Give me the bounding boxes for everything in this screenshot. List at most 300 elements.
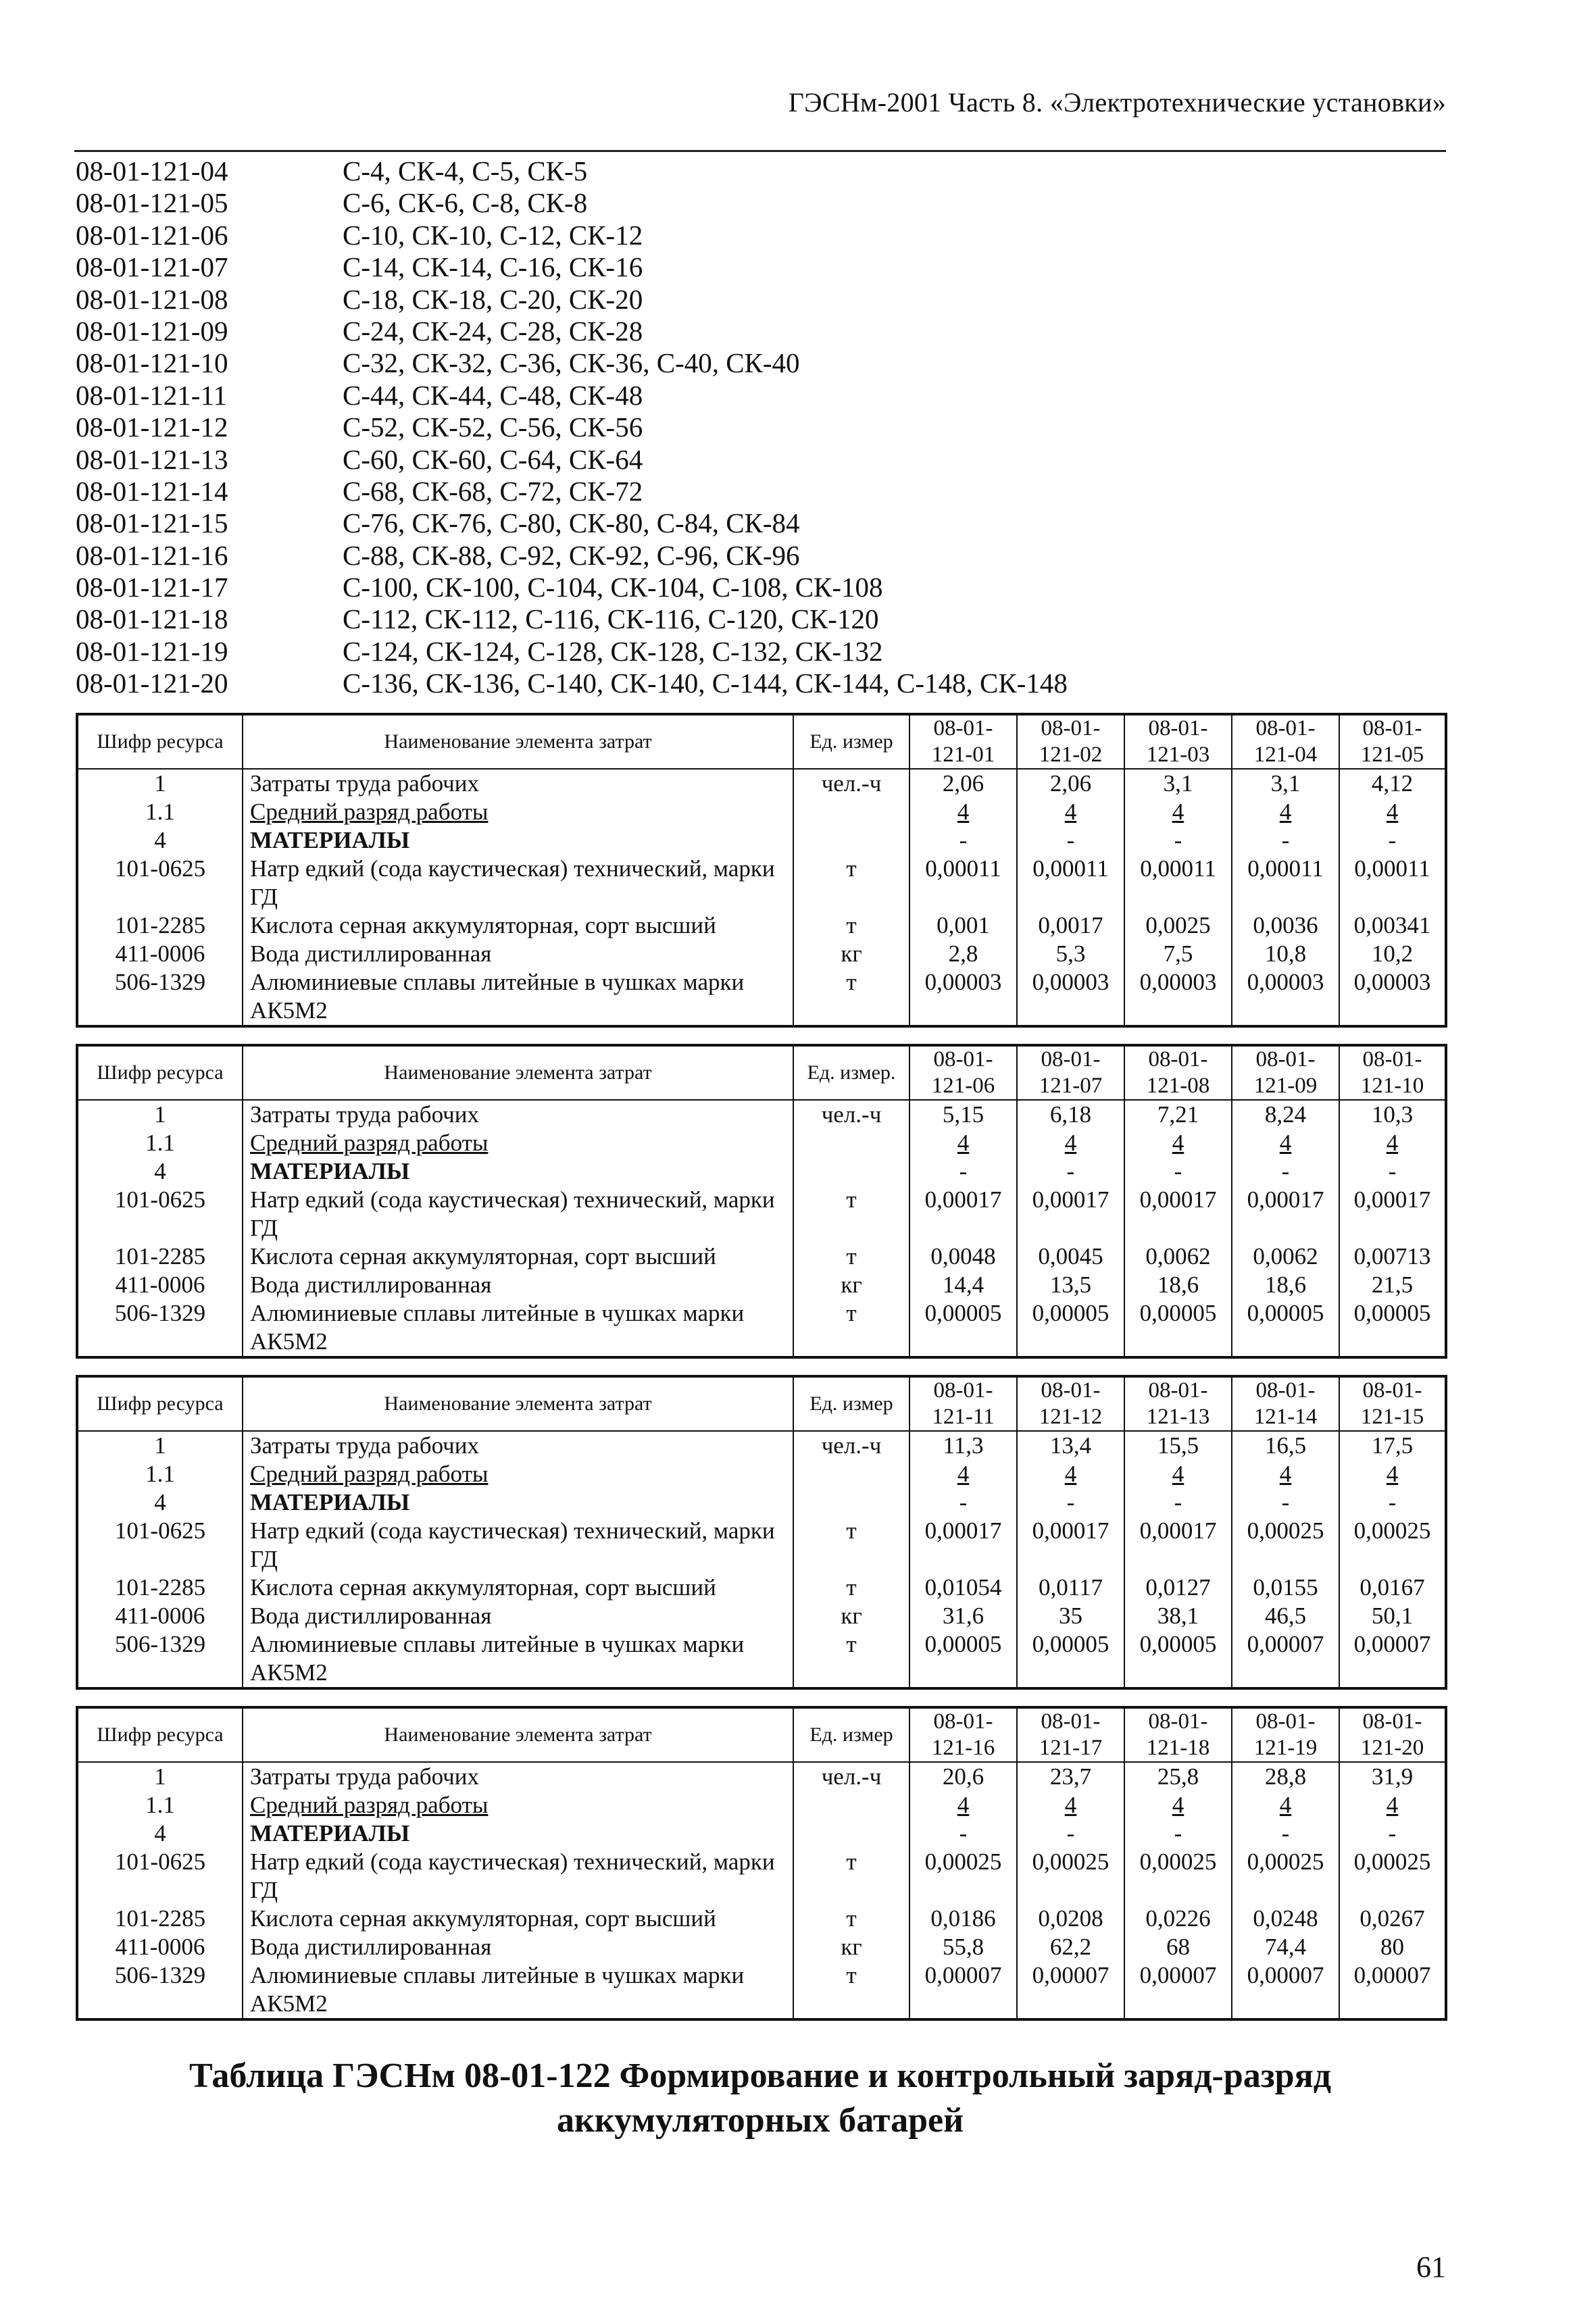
battery-types: С-6, СК-6, С-8, СК-8 — [343, 187, 588, 219]
norm-code: 08-01-121-20 — [76, 668, 228, 699]
unit-of-measure: кг — [793, 940, 909, 968]
norm-value: 4 — [1124, 1791, 1232, 1819]
resource-code: 101-2285 — [77, 1574, 243, 1602]
cost-element-name: Вода дистиллированная — [243, 1933, 793, 1961]
table-header-row — [77, 1707, 1446, 1762]
header-cost-element: Наименование элемента затрат — [243, 1707, 793, 1762]
header-norm-code: 08-01-121-04 — [1232, 714, 1339, 769]
header-rule — [74, 150, 1446, 152]
norm-value: - — [1339, 1488, 1446, 1517]
cost-element-name: Вода дистиллированная — [243, 940, 793, 968]
norm-value: 0,00025 — [1232, 1517, 1339, 1574]
code-list-item — [76, 572, 1068, 603]
table-row — [77, 1242, 1446, 1271]
norm-value: 74,4 — [1232, 1933, 1339, 1961]
header-cost-element: Наименование элемента затрат — [243, 714, 793, 769]
norm-value: 2,8 — [909, 940, 1017, 968]
norm-value: 0,00003 — [909, 968, 1017, 1026]
norm-value: 4,12 — [1339, 769, 1446, 798]
resource-code: 101-2285 — [77, 1242, 243, 1271]
norm-value: 10,2 — [1339, 940, 1446, 968]
unit-of-measure: чел.-ч — [793, 1100, 909, 1129]
battery-types: С-24, СК-24, С-28, СК-28 — [343, 315, 643, 347]
norm-value: - — [1339, 1157, 1446, 1186]
table-row — [77, 1157, 1446, 1186]
resource-code: 411-0006 — [77, 1271, 243, 1299]
code-list-item — [76, 155, 1068, 187]
norm-value: 7,5 — [1124, 940, 1232, 968]
unit-of-measure: т — [793, 1630, 909, 1688]
norm-value: 23,7 — [1017, 1762, 1124, 1791]
norm-value: 0,00025 — [1339, 1848, 1446, 1905]
norm-value: 0,0045 — [1017, 1242, 1124, 1271]
norm-value: - — [909, 826, 1017, 855]
battery-types: С-136, СК-136, С-140, СК-140, С-144, СК-144, С-148, СК-148 — [343, 668, 1068, 699]
table-row — [77, 1129, 1446, 1157]
unit-of-measure — [793, 1819, 909, 1848]
battery-types: С-112, СК-112, С-116, СК-116, С-120, СК-120 — [343, 603, 879, 635]
norm-value: 2,06 — [1017, 769, 1124, 798]
norm-value: 0,0208 — [1017, 1905, 1124, 1933]
table-header-row — [77, 714, 1446, 769]
norm-value: 0,00017 — [1017, 1186, 1124, 1242]
header-norm-code: 08-01-121-09 — [1232, 1045, 1339, 1100]
norm-value: 4 — [1124, 1460, 1232, 1488]
code-list-item — [76, 476, 1068, 507]
norm-value: 0,00025 — [1124, 1848, 1232, 1905]
norm-value: - — [1232, 1488, 1339, 1517]
norm-value: 10,3 — [1339, 1100, 1446, 1129]
table-row — [77, 1574, 1446, 1602]
header-norm-code: 08-01-121-07 — [1017, 1045, 1124, 1100]
cost-element-name: Кислота серная аккумуляторная, сорт высший — [243, 1242, 793, 1271]
norm-value: - — [1339, 826, 1446, 855]
norm-code: 08-01-121-15 — [76, 507, 228, 539]
code-list-item — [76, 316, 1068, 347]
unit-of-measure: т — [793, 1299, 909, 1357]
unit-of-measure: т — [793, 855, 909, 911]
norm-value: 0,00017 — [1339, 1186, 1446, 1242]
norm-value: 0,00005 — [909, 1299, 1017, 1357]
resource-code: 1.1 — [77, 1460, 243, 1488]
norm-value: 0,00341 — [1339, 911, 1446, 940]
table-row — [77, 1517, 1446, 1574]
battery-types: С-100, СК-100, С-104, СК-104, С-108, СК-108 — [343, 572, 883, 603]
battery-types: С-60, СК-60, С-64, СК-64 — [343, 443, 643, 475]
norm-value: 46,5 — [1232, 1602, 1339, 1630]
norm-code: 08-01-121-13 — [76, 443, 228, 475]
norm-value: 0,00003 — [1339, 968, 1446, 1026]
table-row — [77, 911, 1446, 940]
table-row — [77, 1630, 1446, 1688]
norm-value: 0,001 — [909, 911, 1017, 940]
norm-value: - — [1232, 1157, 1339, 1186]
norm-value: 4 — [1339, 1460, 1446, 1488]
table-row — [77, 1186, 1446, 1242]
code-list-item — [76, 411, 1068, 443]
norm-value: 0,0127 — [1124, 1574, 1232, 1602]
table-row — [77, 798, 1446, 826]
norm-value: 0,00007 — [1124, 1961, 1232, 2019]
resource-table — [76, 1375, 1447, 1690]
table-row — [77, 940, 1446, 968]
battery-types: С-124, СК-124, С-128, СК-128, С-132, СК-132 — [343, 635, 883, 667]
norm-value: - — [1124, 1488, 1232, 1517]
norm-value: 4 — [1232, 1791, 1339, 1819]
norm-value: 4 — [1339, 1791, 1446, 1819]
norm-value: 0,0186 — [909, 1905, 1017, 1933]
norm-value: 0,00025 — [1339, 1517, 1446, 1574]
norm-value: - — [1017, 1488, 1124, 1517]
norm-value: 0,00011 — [1339, 855, 1446, 911]
norm-value: 0,00713 — [1339, 1242, 1446, 1271]
norm-value: 4 — [1232, 798, 1339, 826]
resource-table — [76, 1044, 1447, 1359]
norm-value: 0,00011 — [1017, 855, 1124, 911]
norm-value: 0,00007 — [1232, 1630, 1339, 1688]
unit-of-measure — [793, 1791, 909, 1819]
resource-code: 1 — [77, 1762, 243, 1791]
norm-value: 0,00007 — [1017, 1961, 1124, 2019]
norm-value: - — [1017, 1157, 1124, 1186]
unit-of-measure: т — [793, 1186, 909, 1242]
norm-value: 62,2 — [1017, 1933, 1124, 1961]
norm-value: 20,6 — [909, 1762, 1017, 1791]
norm-value: - — [1232, 826, 1339, 855]
norm-value: 0,0117 — [1017, 1574, 1124, 1602]
battery-types: С-76, СК-76, С-80, СК-80, С-84, СК-84 — [343, 507, 800, 539]
header-unit: Ед. измер. — [793, 1045, 909, 1100]
norm-value: 0,00007 — [1339, 1630, 1446, 1688]
battery-types: С-32, СК-32, С-36, СК-36, С-40, СК-40 — [343, 347, 800, 379]
cost-element-name: Кислота серная аккумуляторная, сорт высший — [243, 1574, 793, 1602]
cost-element-name: Алюминиевые сплавы литейные в чушках марки АК5М2 — [243, 1630, 793, 1688]
code-list-item — [76, 603, 1068, 635]
table-header-row — [77, 1376, 1446, 1431]
norm-value: - — [909, 1819, 1017, 1848]
norm-value: 0,00017 — [1124, 1517, 1232, 1574]
norm-value: 4 — [1124, 1129, 1232, 1157]
table-row — [77, 1933, 1446, 1961]
cost-element-name: МАТЕРИАЛЫ — [243, 826, 793, 855]
header-cost-element: Наименование элемента затрат — [243, 1045, 793, 1100]
unit-of-measure: т — [793, 968, 909, 1026]
unit-of-measure: т — [793, 1848, 909, 1905]
norm-value: 25,8 — [1124, 1762, 1232, 1791]
unit-of-measure: т — [793, 1242, 909, 1271]
norm-value: 0,00017 — [909, 1186, 1017, 1242]
norm-value: - — [1339, 1819, 1446, 1848]
norm-code: 08-01-121-10 — [76, 347, 228, 379]
unit-of-measure: кг — [793, 1271, 909, 1299]
norm-value: 0,00003 — [1017, 968, 1124, 1026]
header-unit: Ед. измер — [793, 1707, 909, 1762]
code-list-item — [76, 668, 1068, 699]
cost-element-name: Алюминиевые сплавы литейные в чушках марки АК5М2 — [243, 1299, 793, 1357]
table-row — [77, 1100, 1446, 1129]
norm-value: 0,00011 — [909, 855, 1017, 911]
page-number: 61 — [1416, 2250, 1446, 2284]
norm-value: 0,00007 — [1339, 1961, 1446, 2019]
header-norm-code: 08-01-121-18 — [1124, 1707, 1232, 1762]
running-header: ГЭСНм-2001 Часть 8. «Электротехнические установки» — [788, 87, 1446, 118]
norm-value: - — [909, 1488, 1017, 1517]
norm-value: 4 — [1339, 1129, 1446, 1157]
resource-code: 1 — [77, 1100, 243, 1129]
norm-value: 0,0248 — [1232, 1905, 1339, 1933]
resource-code: 101-2285 — [77, 1905, 243, 1933]
code-list-item — [76, 284, 1068, 316]
norm-value: 38,1 — [1124, 1602, 1232, 1630]
resource-code: 1.1 — [77, 1129, 243, 1157]
norm-value: 4 — [1232, 1129, 1339, 1157]
header-resource-code: Шифр ресурса — [77, 1707, 243, 1762]
norm-value: 68 — [1124, 1933, 1232, 1961]
resource-code: 1.1 — [77, 1791, 243, 1819]
norm-code: 08-01-121-19 — [76, 635, 228, 667]
cost-element-name: МАТЕРИАЛЫ — [243, 1819, 793, 1848]
norm-value: 0,0025 — [1124, 911, 1232, 940]
header-cost-element: Наименование элемента затрат — [243, 1376, 793, 1431]
header-norm-code: 08-01-121-13 — [1124, 1376, 1232, 1431]
unit-of-measure: кг — [793, 1933, 909, 1961]
norm-value: 5,3 — [1017, 940, 1124, 968]
norm-value: 0,00005 — [909, 1630, 1017, 1688]
norm-code: 08-01-121-07 — [76, 251, 228, 283]
norm-code: 08-01-121-14 — [76, 475, 228, 507]
norm-value: 0,00005 — [1124, 1299, 1232, 1357]
header-resource-code: Шифр ресурса — [77, 1376, 243, 1431]
battery-types: С-88, СК-88, С-92, СК-92, С-96, СК-96 — [343, 539, 800, 571]
norm-value: 17,5 — [1339, 1431, 1446, 1460]
norm-value: - — [1124, 1819, 1232, 1848]
resource-code: 411-0006 — [77, 940, 243, 968]
table-row — [77, 1488, 1446, 1517]
resource-code: 4 — [77, 1819, 243, 1848]
cost-element-name: Затраты труда рабочих — [243, 1762, 793, 1791]
resource-table — [76, 1706, 1447, 2021]
table-caption: Таблица ГЭСНм 08-01-122 Формирование и контрольный заряд-разряд аккумуляторных батарей — [189, 2057, 1332, 2140]
header-norm-code: 08-01-121-05 — [1339, 714, 1446, 769]
code-list-item — [76, 220, 1068, 251]
unit-of-measure: чел.-ч — [793, 1762, 909, 1791]
table-row — [77, 1848, 1446, 1905]
norm-code: 08-01-121-17 — [76, 572, 228, 603]
unit-of-measure: т — [793, 1905, 909, 1933]
norm-code: 08-01-121-08 — [76, 283, 228, 315]
norm-value: 8,24 — [1232, 1100, 1339, 1129]
norm-value: 11,3 — [909, 1431, 1017, 1460]
norm-value: 0,0226 — [1124, 1905, 1232, 1933]
norm-value: 0,0062 — [1124, 1242, 1232, 1271]
cost-element-name: Затраты труда рабочих — [243, 1100, 793, 1129]
norm-code: 08-01-121-04 — [76, 155, 228, 186]
resource-code: 506-1329 — [77, 1630, 243, 1688]
norm-value: 0,0062 — [1232, 1242, 1339, 1271]
unit-of-measure: т — [793, 1574, 909, 1602]
battery-types: С-52, СК-52, С-56, СК-56 — [343, 411, 643, 443]
unit-of-measure — [793, 1488, 909, 1517]
cost-element-name: МАТЕРИАЛЫ — [243, 1157, 793, 1186]
norm-value: 50,1 — [1339, 1602, 1446, 1630]
norm-value: 0,0048 — [909, 1242, 1017, 1271]
code-list-item — [76, 347, 1068, 379]
header-norm-code: 08-01-121-11 — [909, 1376, 1017, 1431]
battery-types: С-10, СК-10, С-12, СК-12 — [343, 219, 643, 251]
norm-value: 0,0017 — [1017, 911, 1124, 940]
header-resource-code: Шифр ресурса — [77, 714, 243, 769]
norm-code: 08-01-121-06 — [76, 219, 228, 251]
header-unit: Ед. измер — [793, 714, 909, 769]
cost-element-name: Средний разряд работы — [243, 1460, 793, 1488]
resource-code: 4 — [77, 1157, 243, 1186]
norm-value: 4 — [1124, 798, 1232, 826]
resource-code: 101-0625 — [77, 1848, 243, 1905]
norm-value: 0,0167 — [1339, 1574, 1446, 1602]
norm-value: 0,00007 — [1232, 1961, 1339, 2019]
norm-value: 3,1 — [1124, 769, 1232, 798]
norm-value: 80 — [1339, 1933, 1446, 1961]
norm-code: 08-01-121-12 — [76, 411, 228, 443]
norm-value: 4 — [1017, 1460, 1124, 1488]
norm-value: 5,15 — [909, 1100, 1017, 1129]
cost-element-name: Кислота серная аккумуляторная, сорт высший — [243, 911, 793, 940]
battery-types: С-18, СК-18, С-20, СК-20 — [343, 283, 643, 315]
header-norm-code: 08-01-121-14 — [1232, 1376, 1339, 1431]
battery-types: С-14, СК-14, С-16, СК-16 — [343, 251, 643, 283]
resource-code: 411-0006 — [77, 1933, 243, 1961]
unit-of-measure — [793, 1129, 909, 1157]
header-resource-code: Шифр ресурса — [77, 1045, 243, 1100]
norm-value: 21,5 — [1339, 1271, 1446, 1299]
norm-code: 08-01-121-09 — [76, 315, 228, 347]
code-list-item — [76, 187, 1068, 219]
norm-value: 10,8 — [1232, 940, 1339, 968]
table-row — [77, 855, 1446, 911]
norm-value: 0,00005 — [1017, 1299, 1124, 1357]
code-list-item — [76, 444, 1068, 476]
unit-of-measure — [793, 826, 909, 855]
norm-value: 0,00017 — [909, 1517, 1017, 1574]
unit-of-measure: кг — [793, 1602, 909, 1630]
code-list-item — [76, 380, 1068, 411]
norm-value: 14,4 — [909, 1271, 1017, 1299]
cost-element-name: Натр едкий (сода каустическая) технический, марки ГД — [243, 1517, 793, 1574]
resource-code: 1 — [77, 769, 243, 798]
resource-code: 506-1329 — [77, 1961, 243, 2019]
norm-value: 0,00017 — [1232, 1186, 1339, 1242]
norm-code: 08-01-121-16 — [76, 539, 228, 571]
norm-value: 0,0036 — [1232, 911, 1339, 940]
table-row — [77, 1762, 1446, 1791]
norm-value: 28,8 — [1232, 1762, 1339, 1791]
norm-value: 7,21 — [1124, 1100, 1232, 1129]
cost-element-name: Средний разряд работы — [243, 1791, 793, 1819]
header-norm-code: 08-01-121-15 — [1339, 1376, 1446, 1431]
cost-element-name: Средний разряд работы — [243, 1129, 793, 1157]
resource-code: 101-0625 — [77, 1186, 243, 1242]
cost-element-name: Вода дистиллированная — [243, 1602, 793, 1630]
norm-value: 18,6 — [1232, 1271, 1339, 1299]
norm-value: 4 — [1232, 1460, 1339, 1488]
norm-value: 4 — [1017, 1129, 1124, 1157]
norm-value: 0,00017 — [1124, 1186, 1232, 1242]
resource-code: 1.1 — [77, 798, 243, 826]
header-norm-code: 08-01-121-01 — [909, 714, 1017, 769]
header-unit: Ед. измер — [793, 1376, 909, 1431]
table-row — [77, 1431, 1446, 1460]
header-norm-code: 08-01-121-03 — [1124, 714, 1232, 769]
norm-value: 2,06 — [909, 769, 1017, 798]
resource-code: 4 — [77, 826, 243, 855]
table-row — [77, 968, 1446, 1026]
table-row — [77, 1271, 1446, 1299]
cost-element-name: Алюминиевые сплавы литейные в чушках марки АК5М2 — [243, 968, 793, 1026]
table-row — [77, 1819, 1446, 1848]
resource-code: 101-0625 — [77, 1517, 243, 1574]
norm-value: 0,0267 — [1339, 1905, 1446, 1933]
norm-value: 0,00011 — [1232, 855, 1339, 911]
norm-value: 31,9 — [1339, 1762, 1446, 1791]
cost-element-name: Алюминиевые сплавы литейные в чушках марки АК5М2 — [243, 1961, 793, 2019]
norm-value: 4 — [909, 1460, 1017, 1488]
unit-of-measure: т — [793, 1517, 909, 1574]
norm-value: 35 — [1017, 1602, 1124, 1630]
cost-element-name: Вода дистиллированная — [243, 1271, 793, 1299]
resource-code: 101-2285 — [77, 911, 243, 940]
header-norm-code: 08-01-121-02 — [1017, 714, 1124, 769]
norm-code: 08-01-121-11 — [76, 379, 227, 411]
unit-of-measure: чел.-ч — [793, 769, 909, 798]
resource-code: 506-1329 — [77, 968, 243, 1026]
resource-code: 411-0006 — [77, 1602, 243, 1630]
norm-value: 13,5 — [1017, 1271, 1124, 1299]
cost-element-name: МАТЕРИАЛЫ — [243, 1488, 793, 1517]
cost-element-name: Натр едкий (сода каустическая) технический, марки ГД — [243, 855, 793, 911]
norm-value: - — [1232, 1819, 1339, 1848]
norm-value: 4 — [909, 798, 1017, 826]
resource-code: 506-1329 — [77, 1299, 243, 1357]
norm-value: - — [1124, 826, 1232, 855]
header-norm-code: 08-01-121-06 — [909, 1045, 1017, 1100]
norm-value: 13,4 — [1017, 1431, 1124, 1460]
norm-value: - — [1017, 826, 1124, 855]
header-norm-code: 08-01-121-12 — [1017, 1376, 1124, 1431]
header-norm-code: 08-01-121-20 — [1339, 1707, 1446, 1762]
norm-value: - — [1017, 1819, 1124, 1848]
table-row — [77, 1460, 1446, 1488]
norm-value: 0,00003 — [1232, 968, 1339, 1026]
norm-value: 0,0155 — [1232, 1574, 1339, 1602]
norm-value: 0,00025 — [1232, 1848, 1339, 1905]
norm-value: 4 — [909, 1129, 1017, 1157]
cost-element-name: Натр едкий (сода каустическая) технический, марки ГД — [243, 1186, 793, 1242]
code-list-item — [76, 251, 1068, 283]
norm-value: 0,00005 — [1124, 1630, 1232, 1688]
norm-value: 0,00007 — [909, 1961, 1017, 2019]
norm-value: 4 — [1339, 798, 1446, 826]
norm-value: 6,18 — [1017, 1100, 1124, 1129]
norm-value: 0,00017 — [1017, 1517, 1124, 1574]
unit-of-measure — [793, 1157, 909, 1186]
table-header-row — [77, 1045, 1446, 1100]
norm-value: - — [909, 1157, 1017, 1186]
cost-element-name: Натр едкий (сода каустическая) технический, марки ГД — [243, 1848, 793, 1905]
resource-code: 101-0625 — [77, 855, 243, 911]
unit-of-measure: т — [793, 911, 909, 940]
unit-of-measure: чел.-ч — [793, 1431, 909, 1460]
norm-value: 31,6 — [909, 1602, 1017, 1630]
